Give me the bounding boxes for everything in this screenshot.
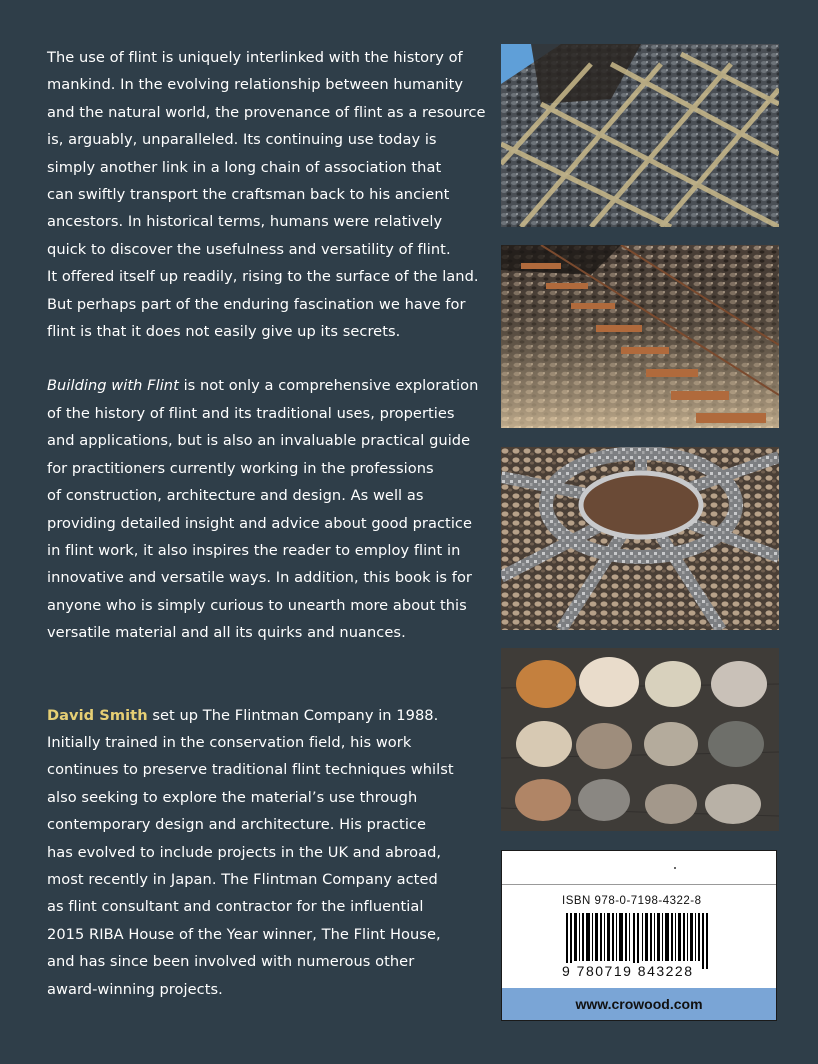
author-name: David Smith bbox=[47, 706, 148, 724]
flint-staircase-photo bbox=[501, 245, 779, 428]
barcode-bars bbox=[566, 913, 716, 969]
back-cover-text bbox=[47, 44, 487, 1003]
book-title: Building with Flint bbox=[47, 377, 179, 395]
publisher-url: www.crowood.com bbox=[502, 988, 776, 1020]
barcode-digits: 9 780719 843228 bbox=[562, 963, 694, 979]
about-book-paragraph: Building with Flint is not only a comprehensive exploration of the history of flint and its traditional uses, properties and applications, but is also an invaluable practical guide for practitioners currently working in the professions of construction, architecture and design. As well as providing detailed insight and advice about good practice in flint work, it also inspires the reader to employ flint in innovative and versatile ways. In addition, this book is for anyone who is simply curious to unearth more about this versatile material and all its quirks and nuances. bbox=[47, 377, 479, 642]
intro-paragraph: The use of flint is uniquely interlinked with the history of mankind. In the evolving relationship between humanity and the natural world, the provenance of flint as a resource is, arguably, unparalleled. Its continuing use today is simply another link in a long chain of association that can swiftly transport the craftsman back to his ancient ancestors. In historical terms, humans were relatively quick to discover the usefulness and versatility of flint. It offered itself up readily, rising to the surface of the land. But perhaps part of the enduring fascination we have for flint is that it does not easily give up its secrets. bbox=[47, 49, 486, 341]
author-bio-paragraph: David Smith set up The Flintman Company in 1988. Initially trained in the conservation field, his work continues to preserve traditional flint techniques whilst also seeking to explore the material’s use through contemporary design and architecture. His practice has evolved to include projects in the UK and abroad, most recently in Japan. The Flintman Company acted as flint consultant and contractor for the influential 2015 RIBA House of the Year winner, The Flint House, and has since been involved with numerous other award-winning projects. bbox=[47, 706, 454, 998]
isbn-label: ISBN 978-0-7198-4322-8 bbox=[562, 895, 702, 907]
flint-mosaic-photo bbox=[501, 447, 779, 630]
flint-lattice-wall-photo bbox=[501, 44, 779, 227]
aggregate-samples-photo bbox=[501, 648, 779, 831]
isbn-barcode-block bbox=[501, 850, 777, 1021]
barcode-price-area bbox=[502, 851, 776, 885]
